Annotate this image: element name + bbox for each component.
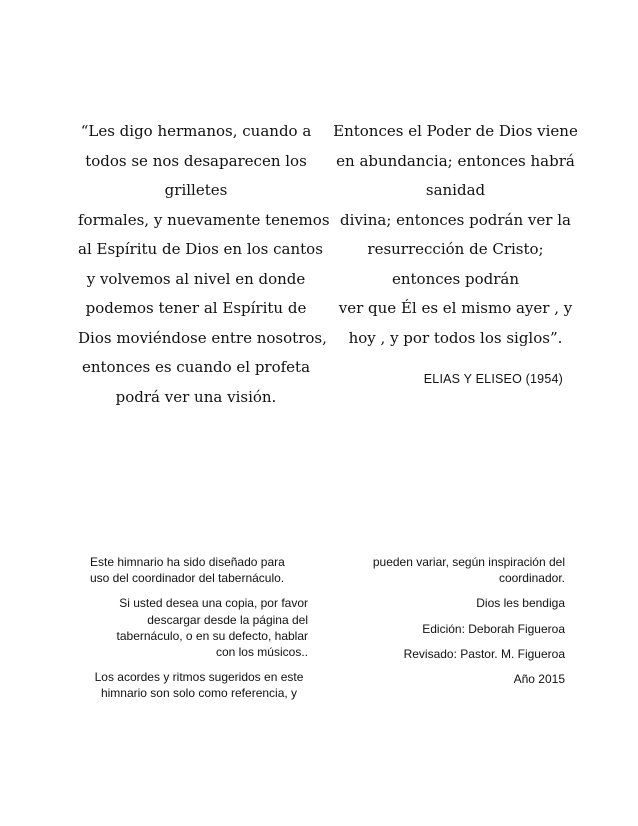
- notes-right-column: [345, 554, 565, 696]
- quote-line: podrá ver una visión.: [115, 387, 277, 406]
- year-line: Año 2015: [513, 672, 565, 687]
- revision-credit: Revisado: Pastor. M. Figueroa: [403, 646, 565, 661]
- quote-line: podemos tener al Espíritu de: [85, 299, 307, 317]
- quote-left-column: [78, 117, 330, 412]
- quote-line: Entonces el Poder de Dios viene: [333, 122, 578, 140]
- notes-line: tabernáculo, o en su defecto, hablar: [116, 628, 308, 643]
- quote-right-column: [333, 117, 578, 353]
- notes-line: Este himnario ha sido diseñado para: [90, 555, 285, 569]
- notes-paragraph: [90, 554, 308, 586]
- quote-line: ver que Él es el mismo ayer , y: [338, 299, 573, 317]
- quote-line: sanidad: [425, 181, 486, 199]
- notes-line: con los músicos..: [215, 645, 308, 660]
- notes-paragraph: [90, 669, 308, 701]
- notes-line: coordinador.: [498, 571, 565, 586]
- notes-line: descargar desde la página del: [147, 612, 308, 627]
- edition-credit: Edición: Deborah Figueroa: [422, 621, 565, 636]
- quote-line: hoy , y por todos los siglos”.: [348, 328, 563, 347]
- notes-line: himnario son solo como referencia, y: [100, 686, 298, 701]
- quote-line: grilletes: [164, 181, 228, 199]
- quote-line: todos se nos desaparecen los: [85, 151, 307, 170]
- quote-line: al Espíritu de Dios en los cantos: [78, 240, 323, 258]
- quote-line: resurrección de Cristo;: [367, 240, 544, 258]
- notes-line: pueden variar, según inspiración del: [372, 555, 565, 569]
- quote-line: entonces podrán: [391, 269, 519, 288]
- notes-left-column: [90, 554, 308, 711]
- quote-line: Dios moviéndose entre nosotros,: [78, 328, 327, 347]
- quote-line: en abundancia; entonces habrá: [336, 151, 575, 170]
- notes-paragraph: [90, 595, 308, 660]
- quote-line: divina; entonces podrán ver la: [340, 210, 571, 229]
- blessing-line: Dios les bendiga: [476, 596, 565, 611]
- notes-paragraph: [345, 554, 565, 586]
- notes-line: Si usted desea una copia, por favor: [119, 596, 308, 611]
- quote-line: formales, y nuevamente tenemos: [78, 210, 330, 229]
- quote-line: y volvemos al nivel en donde: [86, 269, 306, 288]
- notes-line: Los acordes y ritmos sugeridos en este: [94, 670, 304, 685]
- notes-line: uso del coordinador del tabernáculo.: [90, 571, 285, 586]
- quote-citation: ELIAS Y ELISEO (1954): [423, 372, 563, 386]
- quote-line: “Les digo hermanos, cuando a: [80, 122, 312, 140]
- quote-line: entonces es cuando el profeta: [81, 358, 311, 376]
